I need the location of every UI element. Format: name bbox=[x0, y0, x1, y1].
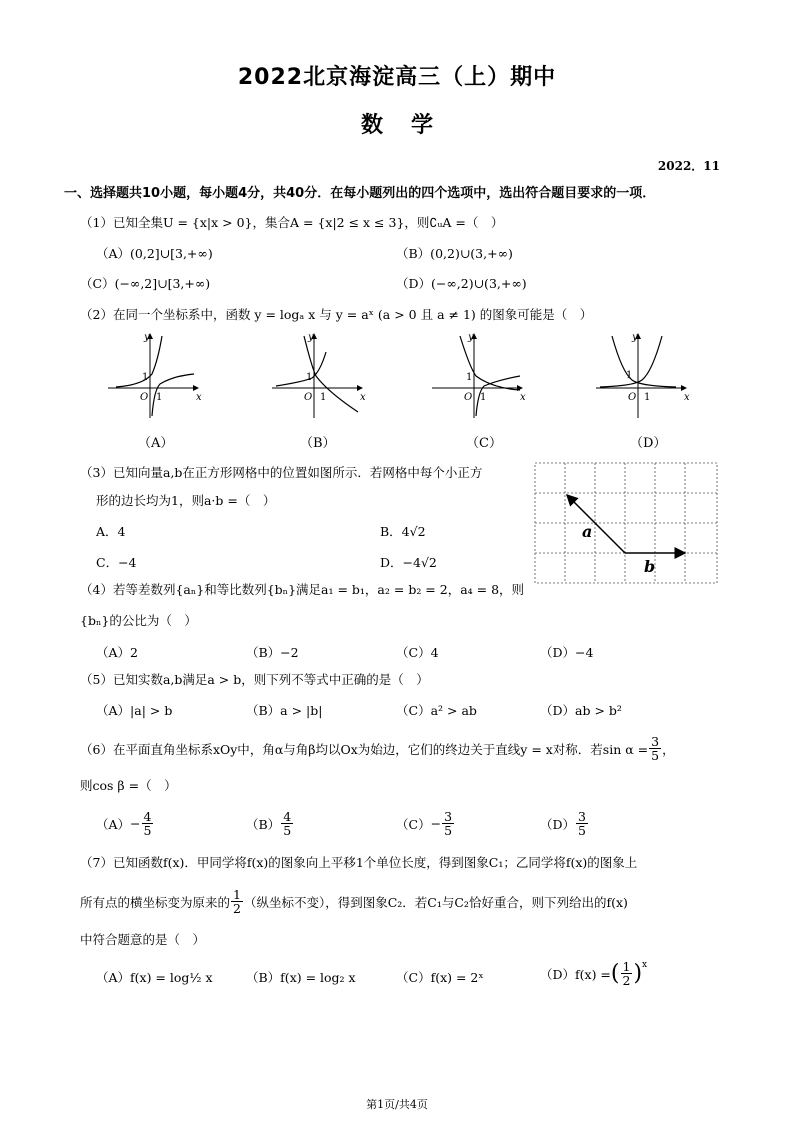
origin-label: O bbox=[464, 392, 473, 403]
denominator: 5 bbox=[578, 823, 586, 839]
axis-x-label: x bbox=[196, 392, 202, 403]
question-1-stem: （1）已知全集U = {x|x > 0}，集合A = {x|2 ≤ x ≤ 3}，则∁ᵤA =（ ） bbox=[80, 215, 504, 230]
option-a-fraction bbox=[142, 810, 154, 837]
question-3-stem-line1: （3）已知向量a,b在正方形网格中的位置如图所示．若网格中每个小正方 bbox=[80, 465, 483, 480]
question-4-option-c: （C）4 bbox=[396, 645, 439, 660]
denominator: 5 bbox=[444, 823, 453, 839]
question-1-option-d: （D）(−∞,2)∪(3,+∞) bbox=[396, 276, 527, 291]
vector-grid-figure bbox=[534, 462, 720, 586]
option-label: （D） bbox=[540, 816, 576, 832]
exam-title: 2022北京海淀高三（上）期中 bbox=[237, 65, 557, 90]
tick-x-one: 1 bbox=[320, 392, 327, 403]
option-d-fraction bbox=[621, 960, 633, 987]
tick-x-one: 1 bbox=[644, 392, 651, 403]
numerator: 3 bbox=[444, 809, 453, 824]
stem-text: 所有点的横坐标变为原来的 bbox=[80, 894, 231, 910]
axis-x-label: x bbox=[520, 392, 526, 403]
question-4-stem-line1: （4）若等差数列{aₙ}和等比数列{bₙ}满足a₁ = b₁，a₂ = b₂ = 2，a₄ = 8，则 bbox=[80, 582, 525, 597]
half-fraction bbox=[231, 888, 243, 915]
question-7-option-d: （D）f(x) = ( $\frac{1}{2}$ ) $^x$ bbox=[540, 959, 648, 989]
denominator: 5 bbox=[143, 823, 152, 839]
option-label: （D）f(x) = bbox=[540, 966, 611, 982]
tick-y-one: 1 bbox=[306, 372, 313, 383]
numerator: 1 bbox=[233, 887, 241, 902]
denominator: 2 bbox=[622, 973, 631, 989]
exp-curve bbox=[612, 336, 676, 387]
question-7-option-c: （C）f(x) = 2ˣ bbox=[396, 970, 484, 985]
origin-label: O bbox=[304, 392, 313, 403]
option-label: （C） bbox=[396, 816, 431, 832]
question-6-option-d bbox=[540, 810, 589, 837]
question-5-stem: （5）已知实数a,b满足a > b，则下列不等式中正确的是（ ） bbox=[80, 672, 429, 687]
minus-sign: − bbox=[130, 816, 141, 832]
tick-x-one: 1 bbox=[480, 392, 487, 403]
question-1-option-c: （C）(−∞,2]∪[3,+∞) bbox=[80, 276, 211, 291]
question-6-option-a bbox=[96, 810, 154, 837]
graph-c bbox=[432, 330, 532, 420]
question-5-option-b: （B）a > |b| bbox=[246, 703, 323, 718]
question-6-stem: （6）在平面直角坐标系xOy中，角α与角β均以Ox为始边，它们的终边关于直线y = x对称．若sin α = bbox=[80, 741, 649, 757]
exponent: x bbox=[642, 960, 648, 970]
question-6-stem-row: （6）在平面直角坐标系xOy中，角α与角β均以Ox为始边，它们的终边关于直线y = x对称．若sin α = $\frac{3}{5}$ ， bbox=[80, 734, 675, 764]
graph-d-label: （D） bbox=[630, 436, 667, 451]
question-7-stem-line2 bbox=[80, 888, 628, 915]
question-4-option-d: （D）−4 bbox=[540, 645, 594, 660]
exam-date: 2022．11 bbox=[657, 159, 720, 173]
axis-x-label: x bbox=[360, 392, 366, 403]
question-6-option-b bbox=[246, 810, 294, 837]
tick-y-one: 1 bbox=[466, 372, 473, 383]
question-4-stem-line2: {bₙ}的公比为（ ） bbox=[80, 613, 197, 628]
denominator: 5 bbox=[283, 823, 292, 839]
grid-lines bbox=[535, 463, 717, 583]
tick-y-one: 1 bbox=[626, 370, 633, 381]
question-1-option-a: （A）(0,2]∪[3,+∞) bbox=[96, 246, 213, 261]
origin-label: O bbox=[140, 392, 149, 403]
question-4-option-b: （B）−2 bbox=[246, 645, 299, 660]
option-d-fraction bbox=[576, 810, 588, 837]
question-3-option-c: C．−4 bbox=[96, 555, 137, 570]
question-3-option-a: A．4 bbox=[96, 524, 126, 539]
option-b-fraction bbox=[281, 810, 293, 837]
question-6-stem-line2: 则cos β =（ ） bbox=[80, 778, 177, 793]
question-6-option-c bbox=[396, 810, 455, 837]
axis-y-label: y bbox=[308, 332, 314, 343]
stem-text: （纵坐标不变），得到图象C₂．若C₁与C₂恰好重合，则下列给出的f(x) bbox=[243, 894, 628, 910]
graph-a-label: （A） bbox=[138, 436, 174, 451]
log-curve bbox=[276, 352, 326, 386]
exp-curve bbox=[116, 336, 162, 387]
vector-b-label: b bbox=[644, 557, 656, 576]
vector-a-arrow bbox=[567, 495, 625, 553]
question-3-stem-line2: 形的边长均为1，则a·b =（ ） bbox=[96, 493, 276, 508]
page-number: 第1页/共4页 bbox=[366, 1098, 428, 1111]
option-label: （B） bbox=[246, 816, 281, 832]
question-7-option-a: （A）f(x) = log½ x bbox=[96, 970, 213, 985]
numerator: 1 bbox=[622, 959, 631, 974]
option-label: （A） bbox=[96, 816, 131, 832]
sin-fraction bbox=[649, 735, 661, 762]
question-4-option-a: （A）2 bbox=[96, 645, 138, 660]
vector-a-label: a bbox=[582, 522, 593, 541]
question-7-stem-line3: 中符合题意的是（ ） bbox=[80, 932, 206, 947]
question-3-option-b: B．4√2 bbox=[380, 524, 426, 539]
option-c-fraction bbox=[442, 810, 454, 837]
axis-y-label: y bbox=[144, 332, 150, 343]
numerator: 3 bbox=[578, 809, 586, 824]
sin-denominator: 5 bbox=[651, 748, 660, 764]
denominator: 2 bbox=[233, 901, 241, 917]
axis-y-label: y bbox=[632, 332, 638, 343]
axis-y-label: y bbox=[468, 332, 474, 343]
question-5-option-c: （C）a² > ab bbox=[396, 703, 477, 718]
graph-c-label: （C） bbox=[466, 436, 502, 451]
question-3-option-d: D．−4√2 bbox=[380, 555, 437, 570]
question-7-stem-line1: （7）已知函数f(x)．甲同学将f(x)的图象向上平移1个单位长度，得到图象C₁；乙同学将f(x)的图象上 bbox=[80, 855, 638, 870]
graph-b bbox=[272, 330, 372, 420]
question-1-option-b: （B）(0,2)∪(3,+∞) bbox=[396, 246, 513, 261]
question-2-stem: （2）在同一个坐标系中，函数 y = logₐ x 与 y = aˣ (a > 0 且 a ≠ 1) 的图象可能是（ ） bbox=[80, 307, 593, 322]
tick-y-one: 1 bbox=[142, 372, 149, 383]
axis-x-label: x bbox=[684, 392, 690, 403]
minus-sign: − bbox=[430, 816, 442, 832]
tick-x-one: 1 bbox=[156, 392, 163, 403]
graph-a bbox=[108, 330, 208, 420]
graph-b-label: （B） bbox=[300, 436, 336, 451]
sin-numerator: 3 bbox=[651, 734, 660, 749]
question-5-option-d: （D）ab > b² bbox=[540, 703, 622, 718]
question-5-option-a: （A）|a| > b bbox=[96, 703, 173, 718]
origin-label: O bbox=[628, 392, 637, 403]
question-7-option-b: （B）f(x) = log₂ x bbox=[246, 970, 356, 985]
graph-d bbox=[596, 330, 696, 420]
numerator: 4 bbox=[143, 809, 152, 824]
exam-subject: 数学 bbox=[360, 113, 461, 138]
numerator: 4 bbox=[283, 809, 292, 824]
section-heading: 一、选择题共10小题，每小题4分，共40分．在每小题列出的四个选项中，选出符合题目要求的一项． bbox=[64, 186, 656, 201]
